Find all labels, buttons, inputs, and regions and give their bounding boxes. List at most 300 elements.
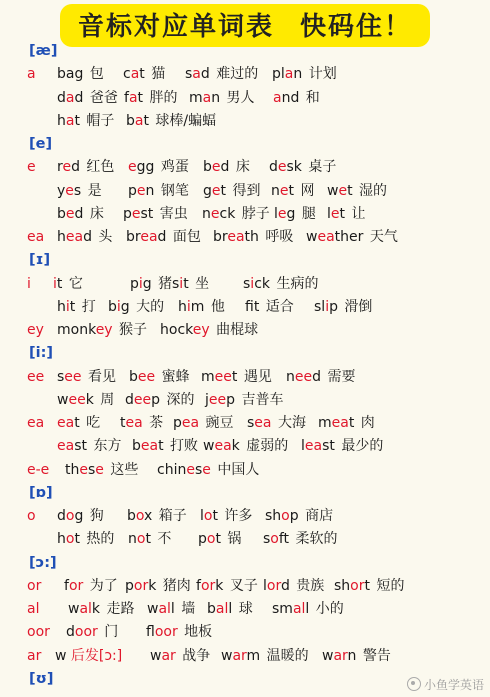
highlighted-letters: i xyxy=(138,275,143,292)
word-letters: t xyxy=(215,531,221,548)
phonetic-symbol: [i:] xyxy=(29,345,54,362)
word-entry xyxy=(127,505,187,528)
phonetic-symbol: [æ] xyxy=(29,43,58,59)
chinese-meaning: 它 xyxy=(64,275,83,292)
title-banner-wrap xyxy=(0,0,490,44)
word-letters: d xyxy=(57,508,66,524)
word-letters: chin xyxy=(157,461,187,478)
word-entry xyxy=(189,87,255,110)
word-letters: n xyxy=(347,647,357,664)
word-entry xyxy=(245,296,294,319)
chinese-meaning: 短的 xyxy=(372,577,405,594)
title-left: 音标对应单词表 xyxy=(77,12,274,42)
word-letters: d xyxy=(57,89,66,106)
chinese-meaning: 鸡蛋 xyxy=(156,159,189,176)
chinese-meaning: 钢笔 xyxy=(156,182,189,199)
word-letters: t xyxy=(253,298,260,315)
word-letters: w xyxy=(68,601,80,617)
chinese-meaning: 东方 xyxy=(89,438,122,455)
word-letters: s xyxy=(247,415,255,431)
word-entry xyxy=(125,389,194,412)
chinese-meaning: 湿的 xyxy=(354,182,388,199)
chinese-meaning: 面包 xyxy=(168,229,201,245)
chinese-meaning: 是 xyxy=(83,182,102,199)
chinese-meaning: 头 xyxy=(93,229,113,245)
word-entry xyxy=(203,435,288,458)
word-row xyxy=(0,575,490,598)
highlighted-letters: i xyxy=(250,275,255,292)
watermark-icon xyxy=(407,677,421,691)
word-entry xyxy=(126,110,216,133)
phonetic-section-header xyxy=(0,342,490,365)
word-entry xyxy=(207,598,253,621)
word-letters: st xyxy=(74,438,87,455)
phonetic-symbol: [e] xyxy=(29,136,53,152)
word-entry xyxy=(273,87,320,110)
chinese-meaning: 吉普车 xyxy=(237,391,284,408)
word-letters: ck xyxy=(254,275,270,292)
word-entry xyxy=(66,621,118,644)
highlighted-letters: ea xyxy=(331,415,349,431)
word-entry xyxy=(263,575,324,598)
chinese-meaning: 床 xyxy=(85,205,104,222)
word-entry xyxy=(57,505,104,528)
chinese-meaning: 中国人 xyxy=(212,461,260,478)
word-letters: p xyxy=(289,508,299,524)
word-row xyxy=(0,598,490,621)
chinese-meaning: 猪肉 xyxy=(158,577,191,594)
word-letters: sl xyxy=(314,298,326,315)
word-entry xyxy=(173,412,234,435)
highlighted-letters: i xyxy=(65,298,70,315)
word-entry xyxy=(196,575,258,598)
word-letters: m xyxy=(190,298,205,315)
phonetic-symbol: [ɒ] xyxy=(29,484,53,501)
chinese-meaning: 和 xyxy=(301,89,320,106)
spelling-pattern: oor xyxy=(27,624,50,641)
word-row xyxy=(0,156,490,179)
word-entry xyxy=(301,435,383,458)
word-row xyxy=(0,180,490,203)
chinese-meaning: 爸爸 xyxy=(85,89,118,106)
word-entry xyxy=(123,203,188,226)
chinese-meaning: 警告 xyxy=(358,647,391,664)
spelling-pattern: i xyxy=(27,275,31,292)
word-letters: hock xyxy=(160,322,193,338)
word-row xyxy=(0,435,490,458)
chinese-meaning: 门 xyxy=(99,624,119,641)
highlighted-letters: a xyxy=(202,89,212,106)
highlighted-letters: ea xyxy=(214,438,232,455)
word-letters: th xyxy=(65,461,80,478)
word-letters: t xyxy=(137,89,144,106)
word-letters: w xyxy=(147,601,159,617)
chinese-meaning: 墙 xyxy=(176,601,196,617)
chinese-meaning: 桌子 xyxy=(303,159,337,176)
highlighted-letters: e xyxy=(186,461,195,478)
highlighted-letters: ee xyxy=(294,368,313,385)
highlighted-letters: o xyxy=(65,531,75,548)
word-letters: fl xyxy=(146,624,155,641)
chinese-meaning: 适合 xyxy=(261,298,294,315)
spelling-pattern: ey xyxy=(27,322,44,338)
word-row xyxy=(0,319,490,342)
highlighted-letters: e xyxy=(338,182,348,199)
chinese-meaning: 胖的 xyxy=(145,89,178,106)
word-letters: s xyxy=(73,182,82,199)
highlighted-letters: e xyxy=(136,182,146,199)
word-letters: g xyxy=(74,508,84,524)
highlighted-letters: e xyxy=(211,182,221,199)
highlighted-letters: ea xyxy=(254,415,272,431)
word-entry xyxy=(263,528,338,551)
word-letters: l xyxy=(301,438,305,455)
word-letters: st xyxy=(140,205,154,222)
phonetic-section-header xyxy=(0,552,490,575)
chinese-meaning: 红色 xyxy=(81,159,115,176)
word-entry xyxy=(57,412,100,435)
word-letters: w xyxy=(203,438,215,455)
word-letters: d xyxy=(66,624,75,641)
chinese-meaning: 锅 xyxy=(222,531,242,548)
spelling-pattern: ar xyxy=(27,647,42,664)
word-entry xyxy=(128,156,189,179)
word-letters: n xyxy=(271,182,280,199)
word-letters: s xyxy=(263,531,271,548)
word-letters: n xyxy=(128,531,137,548)
word-entry xyxy=(130,273,172,296)
word-letters: p xyxy=(130,275,139,292)
highlighted-letters: ar xyxy=(232,647,247,664)
highlighted-letters: o xyxy=(270,531,279,548)
word-letters: b xyxy=(57,205,66,222)
word-letters: p xyxy=(125,577,134,594)
word-letters: t xyxy=(69,298,76,315)
word-entry xyxy=(274,203,316,226)
word-letters: l xyxy=(305,601,310,617)
word-entry xyxy=(203,156,250,179)
highlighted-letters: ee xyxy=(64,368,82,385)
word-row xyxy=(0,63,490,86)
word-letters: t xyxy=(145,531,151,548)
chinese-meaning: 呼吸 xyxy=(260,229,294,245)
highlighted-letters: ee xyxy=(214,368,232,385)
phonetic-section-header xyxy=(0,482,490,505)
chinese-meaning: 最少的 xyxy=(336,438,384,455)
word-letters: b xyxy=(127,508,136,524)
chinese-meaning: 包 xyxy=(85,66,104,83)
word-entry xyxy=(205,389,283,412)
chinese-meaning: 遇见 xyxy=(239,368,272,385)
highlighted-letters: a xyxy=(130,66,140,83)
word-letters: t xyxy=(220,182,227,199)
spelling-pattern: ea xyxy=(27,229,45,245)
word-row xyxy=(0,110,490,133)
highlighted-letters: i xyxy=(186,298,191,315)
word-letters: ck xyxy=(219,205,236,222)
word-letters: n xyxy=(145,182,155,199)
highlighted-letters: ee xyxy=(68,391,86,408)
chinese-meaning: 害虫 xyxy=(155,205,188,222)
chinese-meaning: 网 xyxy=(296,182,315,199)
word-letters: l xyxy=(327,205,331,222)
word-letters: j xyxy=(205,391,209,408)
phonetic-section-header xyxy=(0,249,490,272)
word-letters: t xyxy=(212,508,218,524)
chinese-meaning: 温暖的 xyxy=(262,647,309,664)
word-letters: sh xyxy=(265,508,282,524)
spelling-pattern: al xyxy=(27,601,40,617)
word-row xyxy=(0,226,490,249)
word-row xyxy=(0,412,490,435)
highlighted-letters: e xyxy=(65,205,75,222)
word-entry xyxy=(160,319,258,342)
highlighted-letters: o xyxy=(65,508,75,524)
highlighted-letters: ea xyxy=(304,438,323,455)
highlighted-letters: ea xyxy=(317,229,335,245)
word-row xyxy=(0,203,490,226)
chinese-meaning: 虚弱的 xyxy=(241,438,289,455)
highlighted-letters: or xyxy=(350,577,365,594)
word-letters: w xyxy=(322,647,334,664)
highlighted-letters: ey xyxy=(95,322,113,338)
phonetic-section-header xyxy=(0,133,490,156)
word-letters: p xyxy=(226,391,236,408)
word-row xyxy=(0,621,490,644)
word-entry xyxy=(221,645,309,668)
word-entry xyxy=(203,180,260,203)
word-entry xyxy=(128,528,171,551)
spelling-pattern: a xyxy=(27,66,36,83)
highlighted-letters: 后发[ɔ:] xyxy=(66,647,123,664)
chinese-meaning: 猴子 xyxy=(114,322,148,338)
word-letters: d xyxy=(83,229,92,245)
word-letters: d xyxy=(74,89,84,106)
highlighted-letters: a xyxy=(284,66,294,83)
word-entry xyxy=(318,412,375,435)
highlighted-letters: oor xyxy=(154,624,178,641)
word-entry xyxy=(120,412,163,435)
word-letters: h xyxy=(57,112,66,129)
chinese-meaning: 深的 xyxy=(162,391,195,408)
word-letters: t xyxy=(56,275,63,292)
word-letters: m xyxy=(318,415,332,431)
highlighted-letters: e xyxy=(279,182,289,199)
phonetic-symbol: [ɪ] xyxy=(29,252,51,269)
word-letters: n xyxy=(293,66,303,83)
highlighted-letters: ea xyxy=(227,229,245,245)
chinese-meaning: 床 xyxy=(231,159,250,176)
word-entry xyxy=(57,528,114,551)
highlighted-letters: o xyxy=(203,508,213,524)
highlighted-letters: e xyxy=(277,205,287,222)
word-row xyxy=(0,505,490,528)
title-right: 快码住！ xyxy=(300,12,413,42)
chinese-meaning: 脖子 xyxy=(237,205,270,222)
highlighted-letters: al xyxy=(79,601,92,617)
highlighted-letters: e xyxy=(131,205,141,222)
word-row xyxy=(0,87,490,110)
highlighted-letters: or xyxy=(266,577,281,594)
word-entry xyxy=(247,412,306,435)
highlighted-letters: o xyxy=(281,508,290,524)
highlighted-letters: o xyxy=(136,531,146,548)
word-letters: th xyxy=(244,229,259,245)
word-letters: w xyxy=(150,647,162,664)
word-letters: s xyxy=(243,275,251,292)
word-entry xyxy=(146,621,212,644)
chinese-meaning: 滑倒 xyxy=(339,298,373,315)
highlighted-letters: ee xyxy=(137,368,156,385)
spelling-pattern: o xyxy=(27,508,36,524)
word-letters: h xyxy=(57,229,66,245)
highlighted-letters: ee xyxy=(208,391,227,408)
highlighted-letters: oor xyxy=(74,624,98,641)
word-letters: k xyxy=(148,577,157,594)
highlighted-letters: i xyxy=(325,298,330,315)
chinese-meaning: 肉 xyxy=(356,415,375,431)
chinese-meaning: 茶 xyxy=(144,415,164,431)
chinese-meaning: 小的 xyxy=(311,601,344,617)
chinese-meaning: 生病的 xyxy=(272,275,319,292)
word-letters: ft xyxy=(278,531,290,548)
chinese-meaning: 猫 xyxy=(146,66,166,83)
word-entry xyxy=(125,575,191,598)
highlighted-letters: i xyxy=(179,275,184,292)
word-letters: h xyxy=(57,298,66,315)
word-letters: ther xyxy=(334,229,364,245)
word-entry xyxy=(57,180,102,203)
word-letters: n xyxy=(286,368,295,385)
spelling-pattern: ee xyxy=(27,368,45,385)
phonetic-section-header xyxy=(0,40,490,63)
word-letters: s xyxy=(172,275,180,292)
word-letters: w xyxy=(327,182,339,199)
word-entry xyxy=(53,273,83,296)
chinese-meaning: 球 xyxy=(234,601,253,617)
highlighted-letters: e xyxy=(128,159,137,176)
word-letters: t xyxy=(183,275,189,292)
word-letters: k xyxy=(91,601,101,617)
word-letters: t xyxy=(74,112,80,129)
word-row xyxy=(0,273,490,296)
word-letters: t xyxy=(120,415,126,431)
word-entry xyxy=(286,366,355,389)
word-entry xyxy=(57,203,104,226)
highlighted-letters: al xyxy=(158,601,171,617)
word-letters: t xyxy=(288,182,294,199)
highlighted-letters: ea xyxy=(181,415,200,431)
word-entry xyxy=(124,87,177,110)
chinese-meaning: 柔软的 xyxy=(291,531,338,548)
chinese-meaning: 战争 xyxy=(177,647,211,664)
word-row xyxy=(0,645,490,668)
word-entry xyxy=(157,459,259,482)
highlighted-letters: ea xyxy=(140,438,159,455)
chinese-meaning: 这些 xyxy=(105,461,139,478)
spelling-pattern: e xyxy=(27,159,36,176)
word-letters: p xyxy=(151,391,161,408)
word-letters: l xyxy=(228,601,233,617)
chinese-meaning: 豌豆 xyxy=(201,415,234,431)
word-entry xyxy=(57,389,114,412)
word-entry xyxy=(129,366,190,389)
word-letters: w xyxy=(221,647,233,664)
word-letters: p xyxy=(128,182,137,199)
highlighted-letters: e xyxy=(62,159,72,176)
word-letters: k xyxy=(215,577,224,594)
chinese-meaning: 得到 xyxy=(228,182,261,199)
word-letters: t xyxy=(158,438,164,455)
chinese-meaning: 打 xyxy=(77,298,96,315)
word-entry xyxy=(64,575,118,598)
word-letters: t xyxy=(74,531,80,548)
phonetic-symbol: [ʊ] xyxy=(29,670,54,687)
word-letters: p xyxy=(123,205,132,222)
chinese-meaning: 坐 xyxy=(190,275,210,292)
phonetic-symbol: [ɔ:] xyxy=(29,554,57,571)
word-entry xyxy=(57,435,121,458)
chinese-meaning: 为了 xyxy=(85,577,118,594)
word-letters: t xyxy=(143,112,149,129)
word-letters: d xyxy=(280,577,290,594)
word-letters: p xyxy=(198,531,207,548)
word-letters: b xyxy=(207,601,216,617)
word-entry xyxy=(108,296,164,319)
word-entry xyxy=(57,156,114,179)
chinese-meaning: 箱子 xyxy=(154,508,187,524)
word-entry xyxy=(128,180,189,203)
word-letters: r xyxy=(57,159,63,176)
word-letters: s xyxy=(185,66,193,83)
word-letters: d xyxy=(220,159,230,176)
highlighted-letters: ea xyxy=(57,438,75,455)
chinese-meaning: 狗 xyxy=(85,508,104,524)
highlighted-letters: a xyxy=(134,112,144,129)
word-letters: t xyxy=(347,182,353,199)
word-letters: c xyxy=(123,66,131,83)
word-letters: sm xyxy=(272,601,293,617)
word-letters: g xyxy=(142,275,152,292)
chinese-meaning: 许多 xyxy=(219,508,253,524)
word-letters: n xyxy=(202,205,211,222)
word-letters: l xyxy=(274,205,278,222)
word-letters: t xyxy=(339,205,346,222)
word-letters: pl xyxy=(272,66,285,83)
word-letters: s xyxy=(88,461,96,478)
chinese-meaning: 让 xyxy=(347,205,366,222)
word-letters: nd xyxy=(281,89,300,106)
word-entry xyxy=(57,87,118,110)
word-entry xyxy=(185,63,258,86)
word-letters: b xyxy=(129,368,138,385)
word-entry xyxy=(314,296,372,319)
word-entry xyxy=(271,180,314,203)
word-entry xyxy=(198,528,241,551)
highlighted-letters: ee xyxy=(133,391,152,408)
word-entry xyxy=(55,645,122,668)
word-entry xyxy=(172,273,209,296)
highlighted-letters: e xyxy=(79,461,88,478)
word-entry xyxy=(269,156,336,179)
word-letters: b xyxy=(203,159,212,176)
word-entry xyxy=(57,319,147,342)
spelling-pattern: e-e xyxy=(27,461,50,478)
highlighted-letters: a xyxy=(65,89,75,106)
word-letters: sk xyxy=(286,159,302,176)
word-entry xyxy=(201,366,272,389)
chinese-meaning: 不 xyxy=(152,531,172,548)
